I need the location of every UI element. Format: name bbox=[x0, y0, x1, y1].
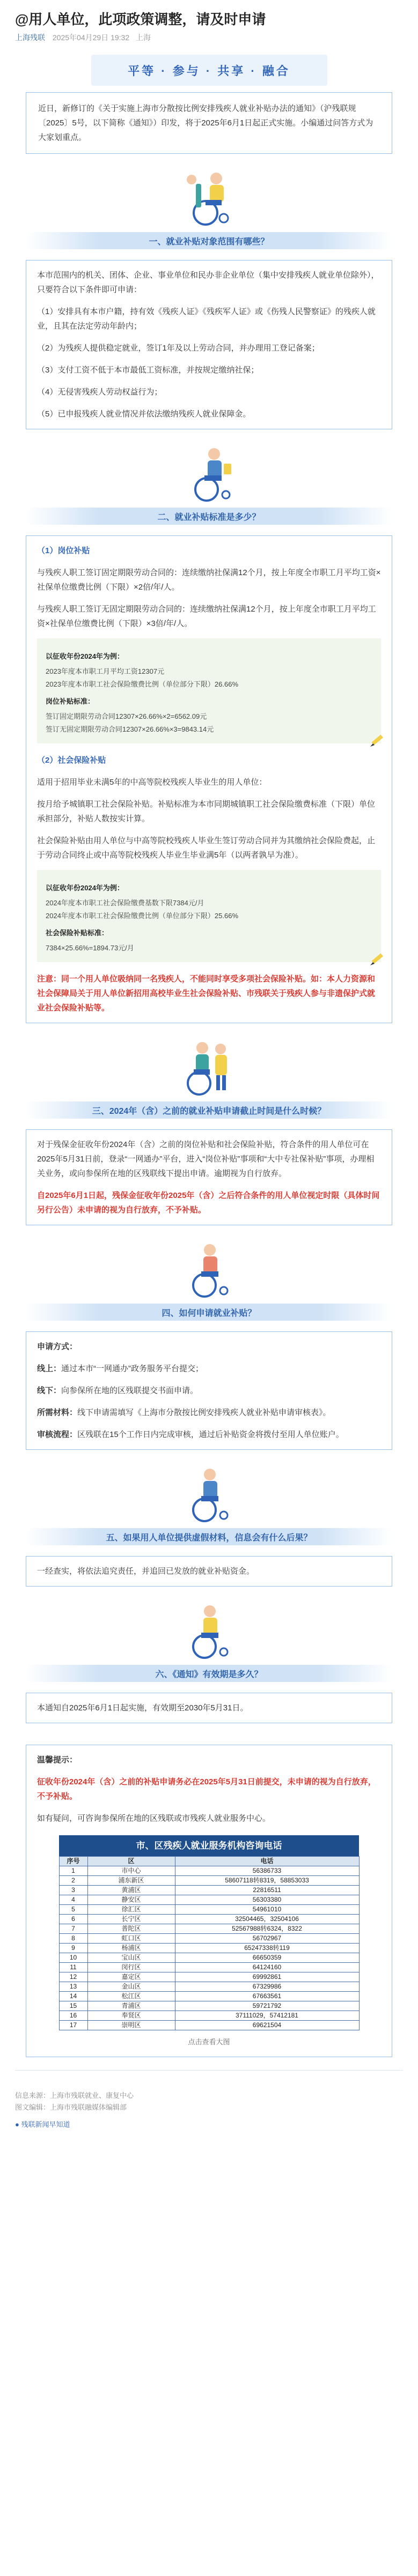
row-number: 12 bbox=[59, 1972, 87, 1982]
section-2-title: 二、就业补贴标准是多少？ bbox=[27, 503, 392, 528]
section-1-box bbox=[26, 260, 392, 429]
slogan-text: 平等 · 参与 · 共享 · 融合 bbox=[128, 64, 290, 78]
row-district: 宝山区 bbox=[87, 1953, 175, 1963]
s5-text: 一经查实，将依法追究责任，并追回已发放的就业补贴资金。 bbox=[37, 1567, 255, 1576]
table-row bbox=[59, 1905, 359, 1915]
table-row bbox=[59, 1972, 359, 1982]
wheelchair-figure-illustration bbox=[174, 1038, 244, 1097]
row-phone: 32504465，32504106 bbox=[175, 1915, 359, 1924]
s1-item-5: （5）已申报残疾人就业情况并依法缴纳残疾人就业保障金。 bbox=[37, 410, 251, 419]
s2-insurance-period: 社会保险补贴由用人单位与中高等院校残疾人毕业生签订劳动合同并为其缴纳社会保险费起，止于劳动合同终止或中高等院校残疾人毕业生毕业满5年（以两者孰早为准）。 bbox=[37, 836, 376, 860]
row-district: 虹口区 bbox=[87, 1934, 175, 1944]
row-phone: 54961010 bbox=[175, 1905, 359, 1915]
row-phone: 64124160 bbox=[175, 1963, 359, 1972]
section-5-box bbox=[26, 1556, 392, 1587]
section-4-box bbox=[26, 1331, 392, 1450]
row-phone: 67663561 bbox=[175, 1992, 359, 2001]
row-phone: 58607118转8319，58853033 bbox=[175, 1876, 359, 1886]
view-large-image-link[interactable]: 点击查看大图 bbox=[188, 2038, 230, 2046]
row-district: 崇明区 bbox=[87, 2021, 175, 2030]
s3-deadline-2024: 对于残保金征收年份2024年（含）之前的岗位补贴和社会保险补贴，符合条件的用人单位可在2025年5月31日前，登录“一网通办”平台，进入“岗位补贴”事项和“大中专社保补贴”事项，办理相关业务，或向参保所在地的区残联线下提出申请。逾期视为自行放弃。 bbox=[37, 1140, 375, 1178]
footer bbox=[15, 2090, 403, 2113]
section-1-title: 一、就业补贴对象范围有哪些？ bbox=[27, 228, 392, 252]
pencil-icon bbox=[368, 950, 385, 967]
row-phone: 65247338转119 bbox=[175, 1944, 359, 1953]
table-row bbox=[59, 1944, 359, 1953]
calc-example-1: 以征收年份2024年为例： 2023年度本市职工月平均工资12307元 2023年度本市职工社会保险缴费比例（单位部分下限）26.66% 岗位补贴标准： 签订固定期限劳动合同12307×26.66%×2=6562.09元 签订无固定期限劳动合同12307×26.66%×3=9843.14元 bbox=[37, 638, 381, 743]
s2-heading-insurance-subsidy: （2）社会保险补贴 bbox=[37, 756, 106, 765]
row-number: 5 bbox=[59, 1905, 87, 1915]
footer-editor: 图文编辑：上海市残联融媒体编辑部 bbox=[15, 2103, 127, 2111]
article-meta bbox=[0, 32, 418, 43]
s2-note: 注意：同一个用人单位吸纳同一名残疾人，不能同时享受多项社会保险补贴。如：本人力资源和社会保障局关于用人单位新招用高校毕业生社会保险补贴、市残联关于残疾人参与非遗保护式就业社会保险补贴等。 bbox=[37, 974, 376, 1012]
wheelchair-figure-illustration bbox=[174, 1240, 244, 1299]
section-3-title: 三、2024年（含）之前的就业补贴申请截止时间是什么时候？ bbox=[27, 1097, 392, 1122]
row-number: 15 bbox=[59, 2001, 87, 2011]
row-phone: 59721792 bbox=[175, 2001, 359, 2011]
publish-location: 上海 bbox=[136, 33, 151, 42]
s1-item-1: （1）安排具有本市户籍，持有效《残疾人证》《残疾军人证》或《伤残人民警察证》的残疾人就业，且其在法定劳动年龄内； bbox=[37, 307, 376, 331]
row-district: 嘉定区 bbox=[87, 1972, 175, 1982]
row-phone: 56303380 bbox=[175, 1895, 359, 1905]
s1-item-4: （4）无侵害残疾人劳动权益行为； bbox=[37, 388, 163, 397]
article-title: @用人单位，此项政策调整，请及时申请 bbox=[15, 11, 266, 27]
row-district: 奉贤区 bbox=[87, 2011, 175, 2021]
row-phone: 67329986 bbox=[175, 1982, 359, 1992]
row-phone: 69621504 bbox=[175, 2021, 359, 2030]
row-number: 2 bbox=[59, 1876, 87, 1886]
footer-source: 信息来源：上海市残联就业、康复中心 bbox=[15, 2091, 134, 2099]
row-number: 7 bbox=[59, 1924, 87, 1934]
tips-box bbox=[26, 1745, 392, 2057]
row-number: 13 bbox=[59, 1982, 87, 1992]
section-2-box bbox=[26, 535, 392, 1023]
row-district: 闵行区 bbox=[87, 1963, 175, 1972]
row-number: 1 bbox=[59, 1866, 87, 1876]
row-phone: 37111029，57412181 bbox=[175, 2011, 359, 2021]
s1-intro: 本市范围内的机关、团体、企业、事业单位和民办非企业单位（集中安排残疾人就业单位除外），只要符合以下条件即可申请： bbox=[37, 271, 379, 294]
row-number: 14 bbox=[59, 1992, 87, 2001]
section-3-box bbox=[26, 1129, 392, 1225]
table-row bbox=[59, 1934, 359, 1944]
table-row bbox=[59, 1895, 359, 1905]
s4-process: 审核流程：区残联在15个工作日内完成审核，通过后补贴资金将拨付至用人单位账户。 bbox=[37, 1430, 344, 1439]
table-row bbox=[59, 1886, 359, 1895]
s4-heading: 申请方式： bbox=[37, 1342, 78, 1351]
section-6-box bbox=[26, 1693, 392, 1723]
row-district: 杨浦区 bbox=[87, 1944, 175, 1953]
phone-table-header: 序号 区 电话 bbox=[59, 1857, 359, 1866]
row-district: 长宁区 bbox=[87, 1915, 175, 1924]
s2-open-term: 与残疾人职工签订无固定期限劳动合同的：连续缴纳社保满12个月，按上年度全市职工月平均工资×社保单位缴费比例（下限）×3倍/年/人。 bbox=[37, 605, 376, 628]
wheelchair-figure-illustration bbox=[174, 1465, 244, 1524]
table-row bbox=[59, 2001, 359, 2011]
section-5-title: 五、如果用人单位提供虚假材料，信息会有什么后果？ bbox=[27, 1524, 392, 1548]
table-row bbox=[59, 1982, 359, 1992]
publish-date: 2025年04月29日 19:32 bbox=[52, 33, 130, 42]
row-district: 松江区 bbox=[87, 1992, 175, 2001]
divider bbox=[15, 2070, 403, 2071]
table-row bbox=[59, 2011, 359, 2021]
table-row bbox=[59, 1924, 359, 1934]
phone-table-title: 市、区残疾人就业服务机构咨询电话 bbox=[59, 1835, 359, 1857]
footer-tag[interactable]: ● 残联新闻早知道 bbox=[15, 2120, 70, 2128]
table-row bbox=[59, 2021, 359, 2030]
account-link[interactable]: 上海残联 bbox=[15, 33, 45, 42]
table-row bbox=[59, 1866, 359, 1876]
row-district: 徐汇区 bbox=[87, 1905, 175, 1915]
tips-consult: 如有疑问，可咨询参保所在地的区残联或市残疾人就业服务中心。 bbox=[37, 1814, 271, 1823]
row-district: 市中心 bbox=[87, 1866, 175, 1876]
row-district: 黄浦区 bbox=[87, 1886, 175, 1895]
row-phone: 56386733 bbox=[175, 1866, 359, 1876]
tips-deadline: 征收年份2024年（含）之前的补贴申请务必在2025年5月31日前提交，未申请的视为自行放弃，不予补贴。 bbox=[37, 1777, 376, 1801]
slogan-banner bbox=[91, 55, 327, 86]
row-number: 4 bbox=[59, 1895, 87, 1905]
row-phone: 56702967 bbox=[175, 1934, 359, 1944]
wheelchair-figure-illustration bbox=[174, 444, 244, 503]
section-6-title: 六、《通知》有效期是多久？ bbox=[27, 1661, 392, 1685]
row-number: 6 bbox=[59, 1915, 87, 1924]
table-row bbox=[59, 1953, 359, 1963]
table-row bbox=[59, 1963, 359, 1972]
row-phone: 52567988转6324，8322 bbox=[175, 1924, 359, 1934]
s2-insurance-scope: 适用于招用毕业未满5年的中高等院校残疾人毕业生的用人单位： bbox=[37, 778, 267, 787]
wheelchair-figure-illustration bbox=[174, 169, 244, 228]
row-phone: 66650359 bbox=[175, 1953, 359, 1963]
section-4-title: 四、如何申请就业补贴？ bbox=[27, 1299, 392, 1324]
row-district: 青浦区 bbox=[87, 2001, 175, 2011]
row-district: 金山区 bbox=[87, 1982, 175, 1992]
row-number: 10 bbox=[59, 1953, 87, 1963]
calc-example-2: 以征收年份2024年为例： 2024年度本市职工社会保险缴费基数下限7384元/月 2024年度本市职工社会保险缴费比例（单位部分下限）25.66% 社会保险补贴标准： 7384×25.66%=1894.73元/月 bbox=[37, 870, 381, 962]
table-row bbox=[59, 1915, 359, 1924]
row-district: 普陀区 bbox=[87, 1924, 175, 1934]
row-phone: 69992861 bbox=[175, 1972, 359, 1982]
s2-heading-post-subsidy: （1）岗位补贴 bbox=[37, 546, 90, 555]
intro-box bbox=[26, 92, 392, 154]
s4-online: 线上：通过本市“一网通办”政务服务平台提交； bbox=[37, 1364, 204, 1373]
row-number: 16 bbox=[59, 2011, 87, 2021]
s2-insurance-standard: 按月给予城镇职工社会保险补贴。补贴标准为本市同期城镇职工社会保险缴费标准（下限）单位承担部分，补贴人数按实计算。 bbox=[37, 800, 376, 823]
s2-fixed-term: 与残疾人职工签订固定期限劳动合同的：连续缴纳社保满12个月，按上年度全市职工月平均工资×社保单位缴费比例（下限）×2倍/年/人。 bbox=[37, 568, 381, 592]
row-phone: 22816511 bbox=[175, 1886, 359, 1895]
row-district: 静安区 bbox=[87, 1895, 175, 1905]
s1-item-3: （3）支付工资不低于本市最低工资标准，并按规定缴纳社保； bbox=[37, 366, 259, 375]
wheelchair-figure-illustration bbox=[174, 1602, 244, 1661]
row-number: 3 bbox=[59, 1886, 87, 1895]
tips-heading: 温馨提示： bbox=[37, 1755, 78, 1765]
s1-item-2: （2）为残疾人提供稳定就业，签订1年及以上劳动合同，并办理用工登记备案； bbox=[37, 344, 320, 353]
table-row bbox=[59, 1876, 359, 1886]
row-district: 浦东新区 bbox=[87, 1876, 175, 1886]
table-row bbox=[59, 1992, 359, 2001]
phone-table[interactable] bbox=[59, 1835, 360, 2030]
row-number: 17 bbox=[59, 2021, 87, 2030]
pencil-icon bbox=[368, 732, 385, 749]
s4-offline: 线下：向参保所在地的区残联提交书面申请。 bbox=[37, 1386, 199, 1395]
row-number: 8 bbox=[59, 1934, 87, 1944]
intro-text: 近日，新修订的《关于实施上海市分散按比例安排残疾人就业补贴办法的通知》（沪残联规〔2025〕5号，以下简称《通知》）印发，将于2025年6月1日起正式实施。小编通过问答方式为大家划重点。 bbox=[38, 104, 373, 142]
s6-text: 本通知自2025年6月1日起实施，有效期至2030年5月31日。 bbox=[37, 1703, 248, 1713]
s3-deadline-2025: 自2025年6月1日起，残保金征收年份2025年（含）之后符合条件的用人单位视定时限（具体时间另行公告）未申请的视为自行放弃，不予补贴。 bbox=[37, 1191, 380, 1215]
row-number: 11 bbox=[59, 1963, 87, 1972]
s4-materials: 所需材料：线下申请需填写《上海市分散按比例安排残疾人就业补贴申请审核表》。 bbox=[37, 1408, 331, 1417]
row-number: 9 bbox=[59, 1944, 87, 1953]
